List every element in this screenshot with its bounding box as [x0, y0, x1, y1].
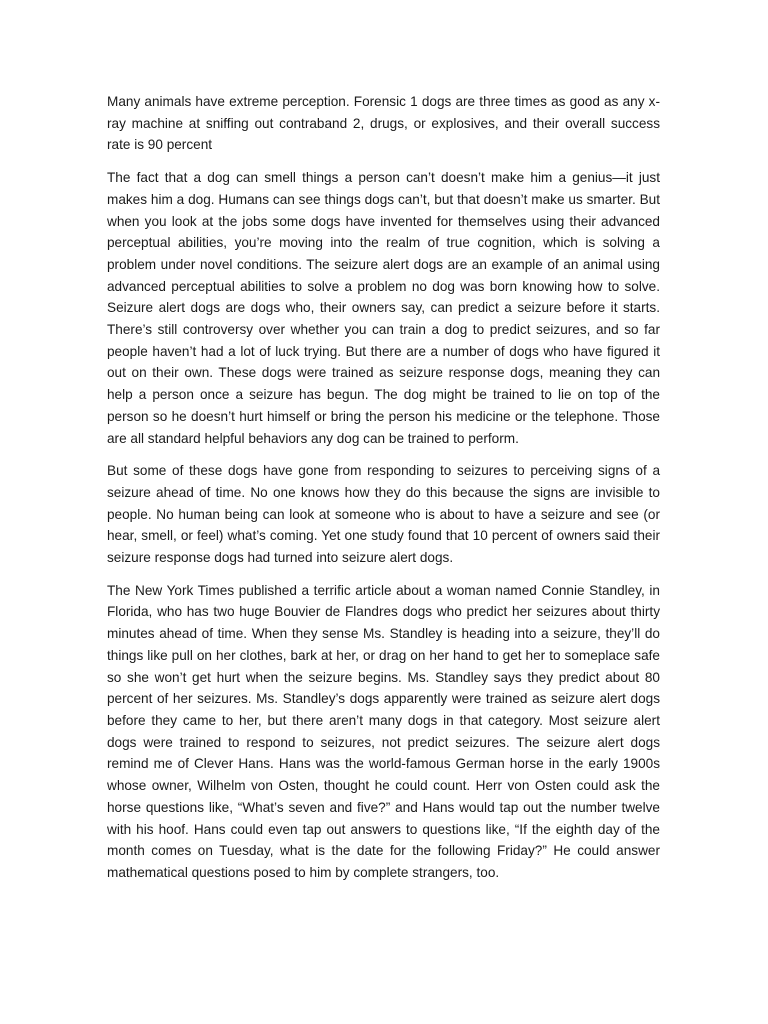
paragraph-4: The New York Times published a terrific article about a woman named Connie Standley, in Florida, who has two huge Bouvier de Flandres dogs who predict her seizures about thirty minutes ahead of time. When they sense Ms. Standley is heading into a seizure, they’ll do things like pull on her clothes, bark at her, or drag on her hand to get her to someplace safe so she won’t get hurt when the seizure begins. Ms. Standley says they predict about 80 percent of her seizures. Ms. Standley’s dogs apparently were trained as seizure alert dogs before they came to her, but there aren’t many dogs in that category. Most seizure alert dogs were trained to respond to seizures, not predict seizures. The seizure alert dogs remind me of Clever Hans. Hans was the world-famous German horse in the early 1900s whose owner, Wilhelm von Osten, thought he could count. Herr von Osten could ask the horse questions like, “What’s seven and five?” and Hans would tap out the number twelve with his hoof. Hans could even tap out answers to questions like, “If the eighth day of the month comes on Tuesday, what is the date for the following Friday?” He could answer mathematical questions posed to him by complete strangers, too.	[107, 582, 660, 880]
document-body	[107, 91, 660, 895]
paragraph-1: Many animals have extreme perception. Forensic 1 dogs are three times as good as any x-ray machine at sniffing out contraband 2, drugs, or explosives, and their overall success rate is 90 percent	[107, 94, 660, 153]
paragraph-2: The fact that a dog can smell things a person can’t doesn’t make him a genius—it just makes him a dog. Humans can see things dogs can’t, but that doesn’t make us smarter. But when you look at the jobs some dogs have invented for themselves using their advanced perceptual abilities, you’re moving into the realm of true cognition, which is solving a problem under novel conditions. The seizure alert dogs are an example of an animal using advanced perceptual abilities to solve a problem no dog was born knowing how to solve. Seizure alert dogs are dogs who, their owners say, can predict a seizure before it starts. There’s still controversy over whether you can train a dog to predict seizures, and so far people haven’t had a lot of luck trying. But there are a number of dogs who have figured it out on their own. These dogs were trained as seizure response dogs, meaning they can help a person once a seizure has begun. The dog might be trained to lie on top of the person so he doesn’t hurt himself or bring the person his medicine or the telephone. Those are all standard helpful behaviors any dog can be trained to perform.	[107, 170, 660, 446]
paragraph-3: But some of these dogs have gone from responding to seizures to perceiving signs of a seizure ahead of time. No one knows how they do this because the signs are invisible to people. No human being can look at someone who is about to have a seizure and see (or hear, smell, or feel) what’s coming. Yet one study found that 10 percent of owners said their seizure response dogs had turned into seizure alert dogs.	[107, 463, 660, 566]
